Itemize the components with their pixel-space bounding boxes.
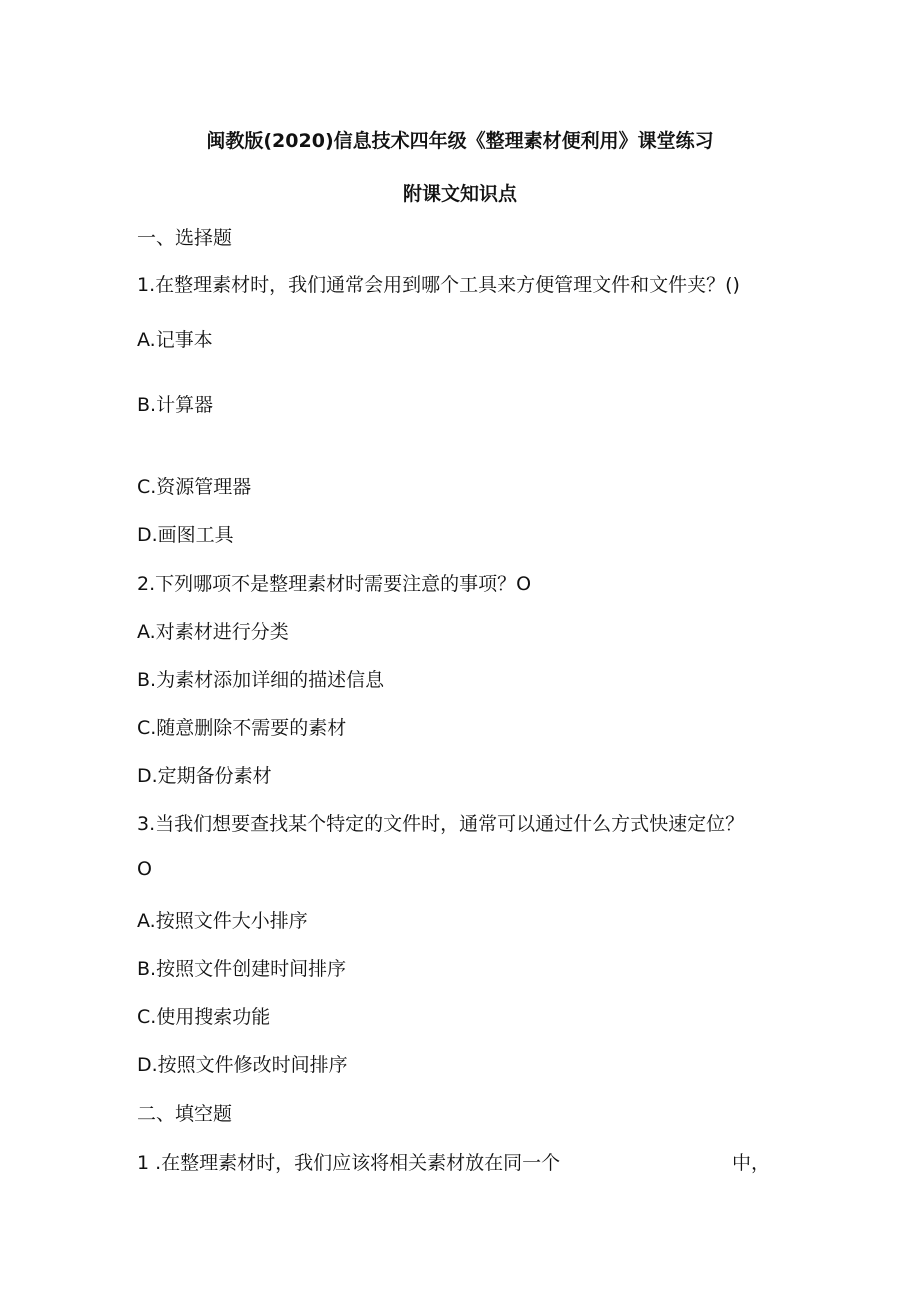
question-2-option-b: B.为素材添加详细的描述信息 xyxy=(137,669,385,691)
question-3-option-b: B.按照文件创建时间排序 xyxy=(137,958,347,980)
question-3-option-a: A.按照文件大小排序 xyxy=(137,910,308,932)
section-heading-fill: 二、填空题 xyxy=(137,1103,233,1125)
question-2-option-c: C.随意删除不需要的素材 xyxy=(137,717,347,739)
document-title: 闽教版(2020)信息技术四年级《整理素材便利用》课堂练习 xyxy=(206,130,714,152)
question-1-option-a: A.记事本 xyxy=(137,329,213,351)
question-3-stem: 3.当我们想要查找某个特定的文件时，通常可以通过什么方式快速定位？ xyxy=(137,813,745,835)
question-1-stem: 1.在整理素材时，我们通常会用到哪个工具来方便管理文件和文件夹？() xyxy=(137,274,740,296)
question-2-stem: 2.下列哪项不是整理素材时需要注意的事项？O xyxy=(137,573,532,595)
question-3-option-c: C.使用搜索功能 xyxy=(137,1006,271,1028)
fill-question-1-after-blank: 中， xyxy=(732,1152,771,1174)
question-1-option-c: C.资源管理器 xyxy=(137,476,252,498)
section-heading-choice: 一、选择题 xyxy=(137,227,233,249)
fill-question-1-stem: 1 .在整理素材时，我们应该将相关素材放在同一个 xyxy=(137,1152,561,1174)
question-1-option-b: B.计算器 xyxy=(137,394,214,416)
question-3-stem-continuation: O xyxy=(137,858,152,880)
question-3-option-d: D.按照文件修改时间排序 xyxy=(137,1054,348,1076)
document-subtitle: 附课文知识点 xyxy=(402,183,517,205)
question-1-option-d: D.画图工具 xyxy=(137,524,234,546)
question-2-option-a: A.对素材进行分类 xyxy=(137,621,289,643)
question-2-option-d: D.定期备份素材 xyxy=(137,765,272,787)
